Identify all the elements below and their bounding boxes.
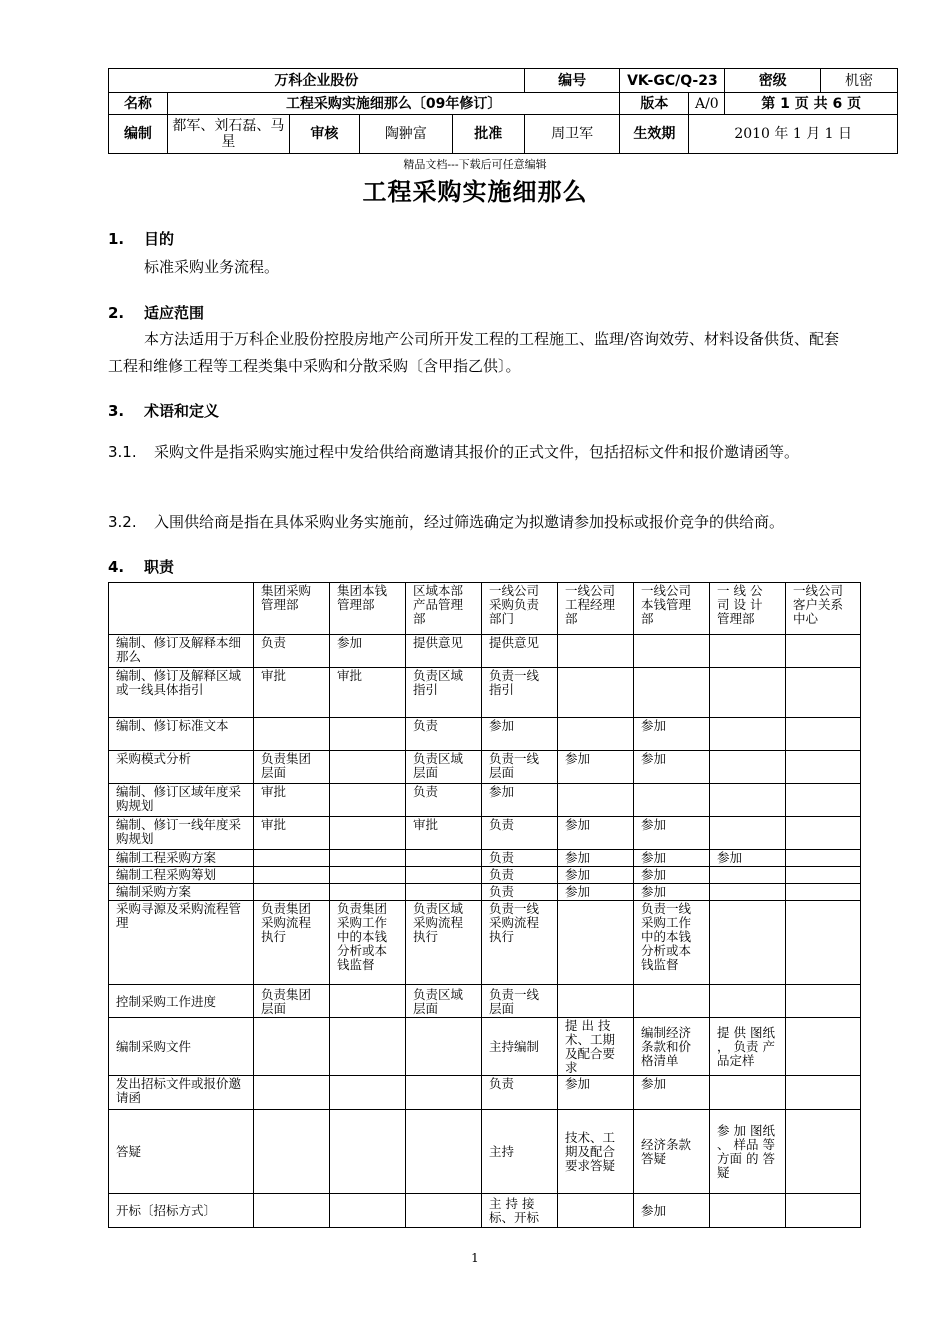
table-cell	[254, 850, 330, 867]
table-cell	[558, 901, 634, 985]
table-cell: 负责	[406, 784, 482, 817]
column-header: 一 线 公 司 设 计 管理部	[710, 583, 786, 635]
row-header: 编制、修订区域年度采购规划	[109, 784, 254, 817]
watermark-note: 精品文档---下载后可任意编辑	[403, 158, 547, 171]
table-cell: 参加	[558, 850, 634, 867]
name-value: 工程采购实施细那么〔09年修订〕	[167, 93, 620, 115]
table-cell: 负责	[254, 635, 330, 668]
column-header: 一线公司客户关系中心	[786, 583, 861, 635]
table-row	[109, 784, 861, 817]
section-1-heading	[108, 228, 174, 249]
table-row	[109, 635, 861, 668]
table-cell	[710, 1076, 786, 1110]
secret-value: 机密	[821, 69, 898, 93]
column-header: 集团采购管理部	[254, 583, 330, 635]
table-cell	[330, 1110, 406, 1194]
company-name: 万科企业股份	[109, 69, 525, 93]
version-value: A/0	[689, 93, 725, 115]
row-header: 发出招标文件或报价邀请函	[109, 1076, 254, 1110]
table-cell	[634, 635, 710, 668]
table-cell	[558, 718, 634, 751]
effective-label: 生效期	[620, 115, 689, 154]
table-cell	[710, 985, 786, 1018]
table-cell: 参加	[634, 867, 710, 884]
table-cell: 参加	[558, 817, 634, 850]
table-cell	[558, 985, 634, 1018]
table-cell	[634, 668, 710, 718]
table-cell: 主 持 接标、开标	[482, 1194, 558, 1228]
table-cell	[710, 784, 786, 817]
table-row	[109, 668, 861, 718]
table-cell	[406, 1194, 482, 1228]
table-cell: 参加	[634, 751, 710, 784]
table-cell	[786, 901, 861, 985]
table-cell	[786, 635, 861, 668]
table-cell	[786, 1076, 861, 1110]
table-cell	[558, 784, 634, 817]
table-cell: 负责区域层面	[406, 751, 482, 784]
definition-number: 3.1.	[108, 443, 137, 461]
table-cell: 审批	[254, 784, 330, 817]
table-cell: 参加	[634, 884, 710, 901]
table-cell	[786, 985, 861, 1018]
table-cell: 参加	[634, 850, 710, 867]
row-header: 控制采购工作进度	[109, 985, 254, 1018]
table-cell	[786, 1110, 861, 1194]
section-number: 3.	[108, 402, 125, 420]
table-row	[109, 1194, 861, 1228]
table-cell	[254, 1018, 330, 1076]
column-header: 一线公司采购负责部门	[482, 583, 558, 635]
table-cell	[786, 817, 861, 850]
table-cell	[710, 751, 786, 784]
table-row	[109, 850, 861, 867]
effective-value: 2010 年 1 月 1 日	[689, 115, 898, 154]
table-cell	[330, 1076, 406, 1110]
table-cell	[786, 1018, 861, 1076]
table-cell	[558, 635, 634, 668]
author-review-approve-cell	[167, 115, 524, 154]
table-cell: 负责	[482, 1076, 558, 1110]
table-cell	[558, 668, 634, 718]
table-cell	[786, 668, 861, 718]
table-cell	[330, 1018, 406, 1076]
table-cell: 主持编制	[482, 1018, 558, 1076]
table-cell: 提 出 技术、工期及配合要求	[558, 1018, 634, 1076]
table-cell	[330, 751, 406, 784]
table-cell	[710, 668, 786, 718]
table-cell: 参加	[558, 1076, 634, 1110]
table-cell: 负责一线采购工作中的本钱分析或本钱监督	[634, 901, 710, 985]
column-header: 一线公司本钱管理部	[634, 583, 710, 635]
table-cell: 参加	[634, 718, 710, 751]
table-cell: 负责一线采购流程执行	[482, 901, 558, 985]
table-cell: 审批	[330, 668, 406, 718]
section-number: 1.	[108, 230, 125, 248]
table-cell: 负责集团采购工作中的本钱分析或本钱监督	[330, 901, 406, 985]
table-cell	[330, 867, 406, 884]
column-header: 集团本钱管理部	[330, 583, 406, 635]
table-cell: 参加	[558, 884, 634, 901]
row-header: 编制、修订及解释区域或一线具体指引	[109, 668, 254, 718]
table-cell	[406, 1110, 482, 1194]
table-cell	[710, 817, 786, 850]
row-header: 采购模式分析	[109, 751, 254, 784]
table-cell: 提 供 图纸 ， 负责 产 品定样	[710, 1018, 786, 1076]
table-cell	[786, 784, 861, 817]
column-header: 区域本部产品管理部	[406, 583, 482, 635]
table-cell: 负责区域层面	[406, 985, 482, 1018]
definition-3-2	[108, 509, 848, 536]
row-header: 编制、修订一线年度采购规划	[109, 817, 254, 850]
row-header: 编制工程采购筹划	[109, 867, 254, 884]
table-cell	[710, 635, 786, 668]
table-row	[109, 1076, 861, 1110]
approve-value: 周卫军	[524, 115, 620, 154]
table-cell: 负责	[482, 817, 558, 850]
table-cell	[634, 784, 710, 817]
row-header: 编制、修订标准文本	[109, 718, 254, 751]
table-cell	[254, 1194, 330, 1228]
review-label: 审核	[290, 115, 360, 153]
definition-number: 3.2.	[108, 513, 137, 531]
review-value: 陶翀富	[360, 115, 453, 153]
table-cell	[330, 884, 406, 901]
table-cell: 负责集团采购流程执行	[254, 901, 330, 985]
table-cell	[710, 718, 786, 751]
table-cell	[254, 884, 330, 901]
document-header-table	[108, 68, 898, 154]
table-cell: 负责	[482, 850, 558, 867]
section-title: 术语和定义	[144, 402, 220, 420]
row-header: 编制、修订及解释本细那么	[109, 635, 254, 668]
table-cell: 审批	[406, 817, 482, 850]
page-number: 1	[471, 1251, 479, 1265]
responsibility-table	[108, 582, 861, 1228]
table-cell	[330, 985, 406, 1018]
table-cell: 参加	[710, 850, 786, 867]
table-cell: 负责一线指引	[482, 668, 558, 718]
table-cell: 负责	[482, 867, 558, 884]
table-cell	[406, 884, 482, 901]
section-4-heading	[108, 556, 174, 577]
table-cell: 参加	[482, 784, 558, 817]
page-info: 第 1 页 共 6 页	[725, 93, 898, 115]
section-2-body: 本方法适用于万科企业股份控股房地产公司所开发工程的工程施工、监理/咨询效劳、材料设备供货、配套工程和维修工程等工程类集中采购和分散采购〔含甲指乙供〕。	[108, 330, 840, 375]
table-cell: 提供意见	[482, 635, 558, 668]
section-2-heading	[108, 302, 204, 323]
table-cell	[710, 1194, 786, 1228]
table-cell: 负责	[482, 884, 558, 901]
secret-label: 密级	[725, 69, 821, 93]
table-cell: 参加	[634, 1076, 710, 1110]
author-value: 都军、刘石磊、马星	[168, 115, 290, 153]
name-label: 名称	[109, 93, 168, 115]
table-row	[109, 751, 861, 784]
table-cell: 负责集团层面	[254, 751, 330, 784]
table-cell	[330, 817, 406, 850]
table-cell	[710, 884, 786, 901]
table-cell: 参加	[634, 817, 710, 850]
table-cell: 参加	[558, 867, 634, 884]
table-cell: 参加	[482, 718, 558, 751]
author-label: 编制	[109, 115, 168, 154]
table-cell	[786, 1194, 861, 1228]
table-cell	[406, 850, 482, 867]
table-cell	[254, 1110, 330, 1194]
section-title: 适应范围	[144, 304, 205, 322]
table-cell: 经济条款答疑	[634, 1110, 710, 1194]
row-header: 编制采购文件	[109, 1018, 254, 1076]
table-cell: 审批	[254, 668, 330, 718]
table-row	[109, 1110, 861, 1194]
table-cell	[254, 718, 330, 751]
section-number: 4.	[108, 558, 125, 576]
definition-text: 采购文件是指采购实施过程中发给供给商邀请其报价的正式文件，包括招标文件和报价邀请函等。	[154, 443, 800, 461]
definition-3-1	[108, 439, 848, 466]
row-header: 开标〔招标方式〕	[109, 1194, 254, 1228]
section-title: 目的	[144, 230, 175, 248]
code-value: VK-GC/Q-23	[620, 69, 725, 93]
table-cell	[330, 1194, 406, 1228]
table-cell: 参 加 图纸 、 样品 等 方面 的 答疑	[710, 1110, 786, 1194]
table-cell: 参加	[558, 751, 634, 784]
table-cell: 负责一线层面	[482, 985, 558, 1018]
table-cell	[710, 867, 786, 884]
table-cell: 参加	[330, 635, 406, 668]
table-cell	[254, 867, 330, 884]
table-cell	[330, 784, 406, 817]
table-cell: 负责区域采购流程执行	[406, 901, 482, 985]
table-cell	[786, 867, 861, 884]
table-cell: 编制经济条款和价格清单	[634, 1018, 710, 1076]
table-cell	[330, 850, 406, 867]
table-row	[109, 718, 861, 751]
table-cell	[786, 751, 861, 784]
table-row	[109, 884, 861, 901]
row-header: 编制采购方案	[109, 884, 254, 901]
table-header-row	[109, 583, 861, 635]
table-cell	[406, 1076, 482, 1110]
table-cell: 技术、工期及配合要求答疑	[558, 1110, 634, 1194]
table-row	[109, 901, 861, 985]
column-header	[109, 583, 254, 635]
approve-label: 批准	[474, 126, 503, 142]
code-label: 编号	[524, 69, 620, 93]
table-row	[109, 867, 861, 884]
section-3-heading	[108, 400, 219, 421]
table-cell: 主持	[482, 1110, 558, 1194]
table-cell	[330, 718, 406, 751]
table-cell	[786, 884, 861, 901]
table-cell: 负责区域指引	[406, 668, 482, 718]
table-cell	[710, 901, 786, 985]
table-cell	[406, 1018, 482, 1076]
table-cell	[634, 985, 710, 1018]
table-row	[109, 1018, 861, 1076]
table-cell	[786, 718, 861, 751]
table-cell	[406, 867, 482, 884]
definition-text: 入围供给商是指在具体采购业务实施前，经过筛选确定为拟邀请参加投标或报价竞争的供给商。	[154, 513, 785, 531]
table-cell	[558, 1194, 634, 1228]
table-cell: 负责	[406, 718, 482, 751]
table-row	[109, 817, 861, 850]
table-cell: 负责一线层面	[482, 751, 558, 784]
column-header: 一线公司工程经理部	[558, 583, 634, 635]
table-row	[109, 985, 861, 1018]
section-number: 2.	[108, 304, 125, 322]
table-cell	[254, 1076, 330, 1110]
version-label: 版本	[620, 93, 689, 115]
table-cell: 审批	[254, 817, 330, 850]
page-title: 工程采购实施细那么	[362, 178, 588, 206]
row-header: 编制工程采购方案	[109, 850, 254, 867]
table-cell: 负责集团层面	[254, 985, 330, 1018]
row-header: 采购寻源及采购流程管理	[109, 901, 254, 985]
section-1-body: 标准采购业务流程。	[144, 258, 280, 276]
table-cell: 提供意见	[406, 635, 482, 668]
row-header: 答疑	[109, 1110, 254, 1194]
table-cell	[786, 850, 861, 867]
section-title: 职责	[144, 558, 175, 576]
table-cell: 参加	[634, 1194, 710, 1228]
